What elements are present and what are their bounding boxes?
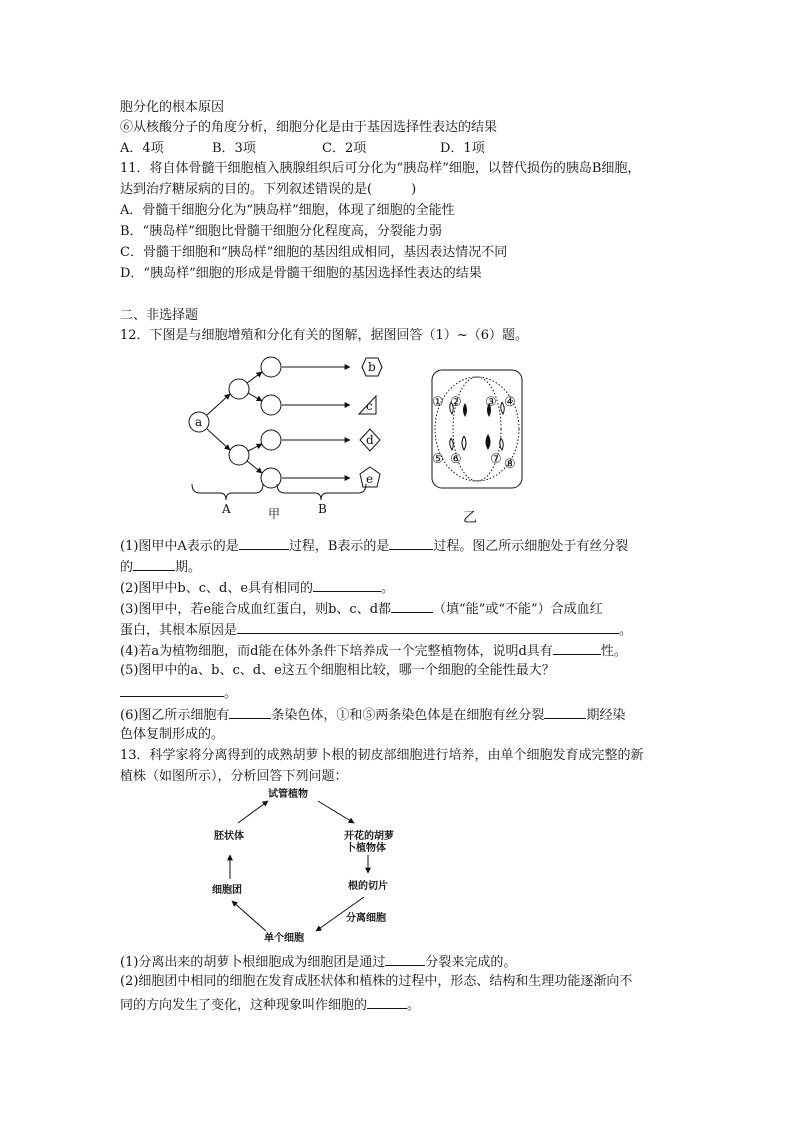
q13-stem-1: 13．科学家将分离得到的成熟胡萝卜根的韧皮部细胞进行培养，由单个细胞发育成完整的新 bbox=[120, 748, 644, 763]
answer-blank-1b[interactable] bbox=[389, 535, 433, 550]
q11-option-a: A．骨髓干细胞分化为“胰岛样”细胞，体现了细胞的全能性 bbox=[120, 203, 455, 218]
answer-blank-1c[interactable] bbox=[133, 556, 175, 571]
answer-blank-5[interactable] bbox=[120, 682, 224, 697]
q12-1-line2: 的 期。 bbox=[120, 556, 201, 578]
answer-blank-2[interactable] bbox=[313, 577, 381, 592]
q13-2-line2: 同的方向发生了变化，这种现象叫作细胞的 。 bbox=[120, 994, 420, 1016]
cycle-root-slice: 根的切片 bbox=[348, 881, 388, 892]
cycle-flowering-carrot-2: 卜植物体 bbox=[346, 843, 386, 854]
answer-blank-6a[interactable] bbox=[229, 704, 271, 719]
q11-stem-2: 达到治疗糖尿病的目的。下列叙述错误的是( ) bbox=[120, 182, 417, 197]
q11-option-d: D．“胰岛样”细胞的形成是骨髓干细胞的基因选择性表达的结果 bbox=[120, 266, 482, 281]
answer-blank-3a[interactable] bbox=[391, 598, 433, 613]
q12-6-line2: 色体复制形成的。 bbox=[120, 727, 225, 742]
q13-2-line1: (2)细胞团中相同的细胞在发育成胚状体和植株的过程中，形态、结构和生理功能逐渐向不 bbox=[120, 974, 633, 989]
q13-cycle-figure bbox=[196, 785, 436, 945]
cycle-test-tube-plant: 试管植物 bbox=[268, 789, 308, 800]
q10-continuation: 胞分化的根本原因 bbox=[120, 100, 225, 115]
label-e: e bbox=[366, 472, 374, 486]
label-A: A bbox=[222, 502, 231, 516]
answer-blank-3b[interactable] bbox=[237, 619, 619, 634]
q10-statement-6: ⑥从核酸分子的角度分析，细胞分化是由于基因选择性表达的结果 bbox=[120, 120, 498, 135]
cell-level3-1 bbox=[261, 357, 281, 377]
section-title: 二、非选择题 bbox=[120, 308, 199, 323]
q12-2: (2)图甲中b、c、d、e具有相同的 。 bbox=[120, 577, 394, 599]
q12-6-line1: (6)图乙所示细胞有 条染色体，①和⑤两条染色体是在细胞有丝分裂 期经染 bbox=[120, 704, 625, 726]
q12-intro: 12．下图是与细胞增殖和分化有关的图解，据图回答（1）~（6）题。 bbox=[120, 328, 528, 343]
q12-1-line1: (1)图甲中A表示的是 过程，B表示的是 过程。图乙所示细胞处于有丝分裂 bbox=[120, 535, 628, 557]
answer-blank-13-1[interactable] bbox=[385, 951, 425, 966]
answer-blank-4[interactable] bbox=[553, 640, 601, 655]
brace-A bbox=[192, 484, 263, 500]
cycle-cell-cluster: 细胞团 bbox=[212, 885, 242, 896]
chromosome-num-4: ④ bbox=[504, 395, 516, 410]
q13-1: (1)分离出来的胡萝卜根细胞成为细胞团是通过 分裂来完成的。 bbox=[120, 951, 516, 973]
chromosome-num-5: ⑤ bbox=[432, 452, 444, 467]
cell-level2-top bbox=[229, 379, 249, 399]
q12-figure bbox=[170, 350, 540, 530]
chromosome-num-6: ⑥ bbox=[450, 452, 462, 467]
q12-3-line2: 蛋白，其根本原因是 。 bbox=[120, 619, 632, 641]
option-d: D．1项 bbox=[440, 141, 485, 156]
cycle-separate-cells: 分离细胞 bbox=[346, 913, 386, 924]
cycle-single-cell: 单个细胞 bbox=[264, 933, 304, 944]
answer-blank-13-2[interactable] bbox=[367, 994, 407, 1009]
q12-5-line1: (5)图甲中的a、b、c、d、e这五个细胞相比较，哪一个细胞的全能性最大？ bbox=[120, 663, 555, 678]
label-c: c bbox=[366, 399, 373, 413]
cycle-flowering-carrot-1: 开花的胡萝 bbox=[344, 831, 394, 842]
q10-options bbox=[120, 139, 532, 159]
label-b: b bbox=[368, 360, 376, 374]
label-jia: 甲 bbox=[268, 507, 281, 521]
q12-4: (4)若a为植物细胞，而d能在体外条件下培养成一个完整植物体，说明d具有 性。 bbox=[120, 640, 627, 662]
answer-blank-6b[interactable] bbox=[544, 704, 586, 719]
answer-blank-1a[interactable] bbox=[239, 535, 289, 550]
cell-level3-4 bbox=[261, 468, 281, 488]
q11-stem-1: 11．将自体骨髓干细胞植入胰腺组织后可分化为“胰岛样”细胞，以替代损伤的胰岛B细胞， bbox=[120, 161, 641, 176]
cycle-embryoid: 胚状体 bbox=[214, 831, 244, 842]
q11-option-c: C．骨髓干细胞和“胰岛样”细胞的基因组成相同，基因表达情况不同 bbox=[120, 245, 508, 260]
chromosome-num-8: ⑧ bbox=[504, 457, 516, 472]
cell-level2-bottom bbox=[229, 445, 249, 465]
cell-level3-2 bbox=[261, 395, 281, 415]
label-a: a bbox=[195, 415, 203, 429]
brace-B bbox=[277, 484, 366, 500]
option-c: C．2项 bbox=[322, 141, 367, 156]
q12-3-line1: (3)图甲中，若e能合成血红蛋白，则b、c、d都 （填“能”或“不能”）合成血红 bbox=[120, 598, 603, 620]
option-b: B．3项 bbox=[212, 141, 256, 156]
chromosome-num-3: ③ bbox=[485, 395, 497, 410]
cell-level3-3 bbox=[261, 430, 281, 450]
label-d: d bbox=[366, 433, 374, 447]
chromosome-num-7: ⑦ bbox=[490, 452, 502, 467]
option-a: A．4项 bbox=[120, 141, 164, 156]
chromosome-num-2: ② bbox=[450, 395, 462, 410]
label-B: B bbox=[318, 502, 327, 516]
q13-stem-2: 植株（如图所示），分析回答下列问题： bbox=[120, 769, 348, 784]
q12-5-line2: 。 bbox=[120, 682, 237, 704]
chromosome-num-1: ① bbox=[432, 395, 444, 410]
q11-option-b: B．“胰岛样”细胞比骨髓干细胞分化程度高，分裂能力弱 bbox=[120, 224, 442, 239]
label-yi: 乙 bbox=[463, 510, 477, 526]
